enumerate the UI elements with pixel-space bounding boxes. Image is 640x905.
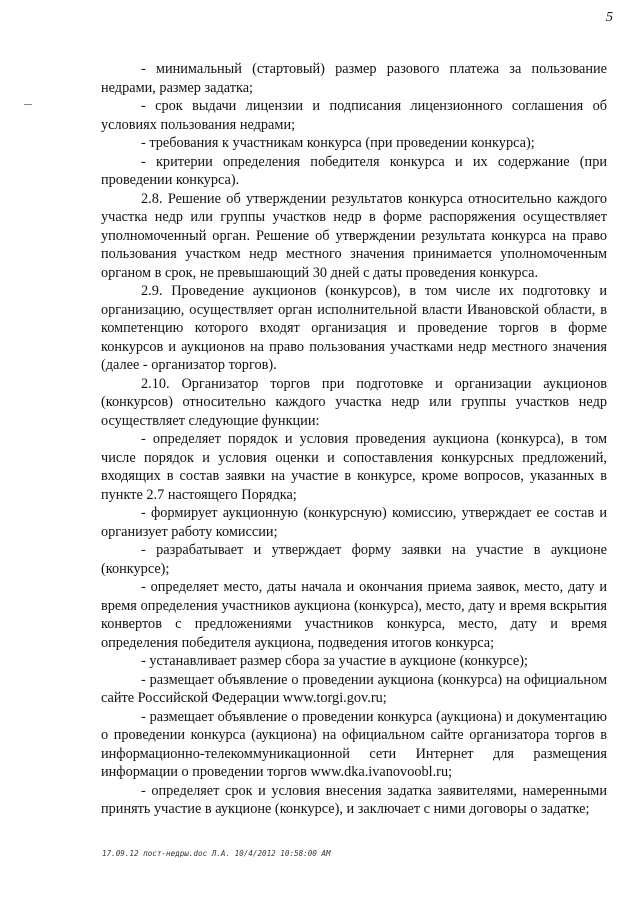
paragraph: - размещает объявление о проведении аукциона (конкурса) на официальном сайте Российской Федерации www.torgi.gov.ru; — [101, 671, 607, 706]
paragraph: - разрабатывает и утверждает форму заявки на участие в аукционе (конкурсе); — [101, 542, 607, 577]
paragraph: - устанавливает размер сбора за участие в аукционе (конкурсе); — [141, 653, 528, 669]
paragraph: - формирует аукционную (конкурсную) комиссию, утверждает ее состав и организует работу комиссии; — [101, 505, 607, 540]
paragraph: - определяет порядок и условия проведения аукциона (конкурса), в том числе порядок и условия оценки и сопоставления конкурсных предложений, входящих в состав заявки на участие в конкурсе, кроме вопросов, указанных в пункте 2.7 настоящего Порядка; — [101, 431, 607, 503]
paragraph: 2.10. Организатор торгов при подготовке и организации аукционов (конкурсов) относительно каждого участка недр или группы участков недр осуществляет следующие функции: — [101, 375, 607, 429]
footer-file-info: 17.09.12 пост-недры.doc Л.А. 10/4/2012 10:58:00 AM — [102, 849, 331, 858]
margin-mark — [24, 104, 32, 105]
paragraph: 2.8. Решение об утверждении результатов конкурса относительно каждого участка недр или группы участков недр в форме распоряжения осуществляет уполномоченный орган. Решение об утверждении результата конкурса на право пользования участком недр местного значения принимается уполномоченным органом в срок, не превышающий 30 дней с даты проведения конкурса. — [101, 190, 607, 281]
paragraph: - определяет место, даты начала и окончания приема заявок, место, дату и время определения участников аукциона (конкурса), место, дату и время вскрытия конвертов с предложениями участников конкурса, место, дату и время определения победителя аукциона, подведения итогов конкурса; — [101, 579, 607, 651]
page-number: 5 — [606, 10, 613, 25]
paragraph: - требования к участникам конкурса (при проведении конкурса); — [141, 135, 535, 151]
paragraph: - критерии определения победителя конкурса и их содержание (при проведении конкурса). — [101, 153, 607, 188]
paragraph: - определяет срок и условия внесения задатка заявителями, намеренными принять участие в аукционе (конкурсе), и заключает с ними договоры о задатке; — [101, 782, 607, 817]
paragraph: - минимальный (стартовый) размер разового платежа за пользование недрами, размер задатка; — [101, 61, 607, 96]
paragraph: - размещает объявление о проведении конкурса (аукциона) и документацию о проведении конкурса (аукциона) на официальном сайте организатора торгов в информационно-телекоммуникационной сети Интернет для размещения информации о проведении торгов www.dka.ivanovoobl.ru; — [101, 708, 607, 780]
paragraph: - срок выдачи лицензии и подписания лицензионного соглашения об условиях пользования недрами; — [101, 98, 607, 133]
document-body — [101, 60, 607, 819]
paragraph: 2.9. Проведение аукционов (конкурсов), в том числе их подготовку и организацию, осуществляет орган исполнительной власти Ивановской области, в компетенцию которого входят организация и проведение торгов в форме конкурсов и аукционов на право пользования участками недр местного значения (далее - организатор торгов). — [101, 283, 607, 373]
